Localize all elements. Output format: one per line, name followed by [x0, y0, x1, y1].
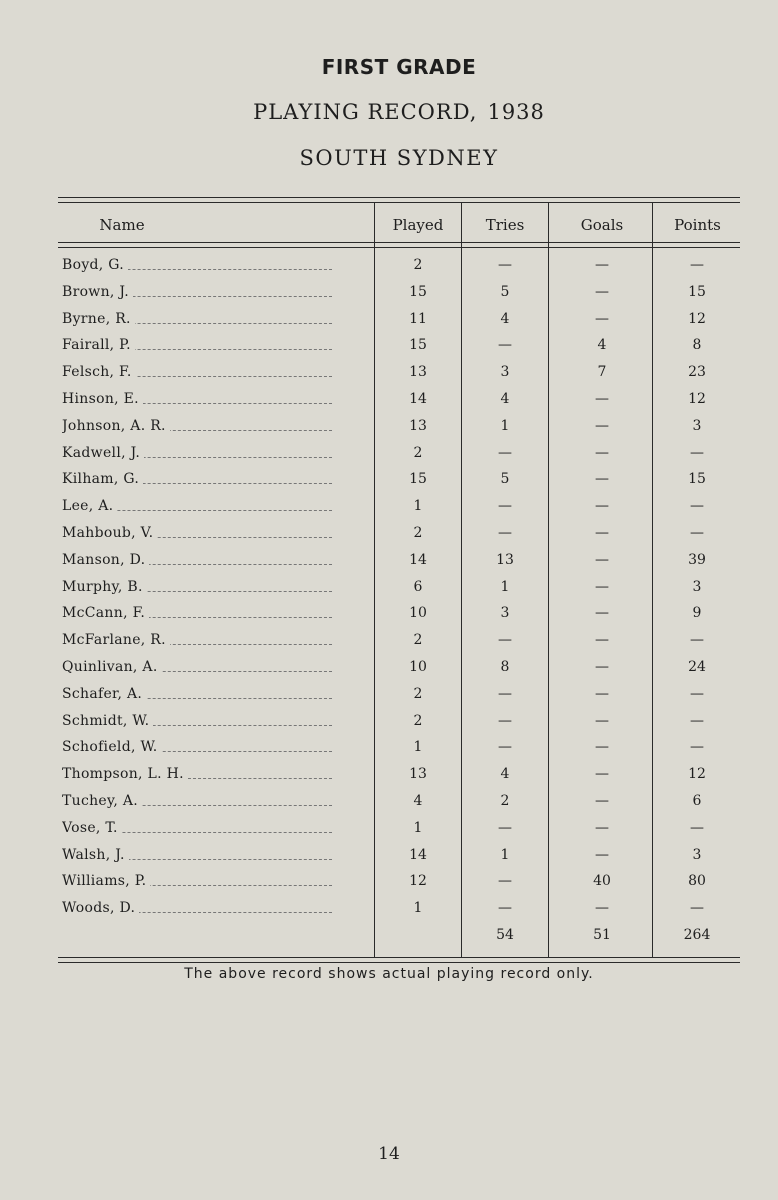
points-cell: — — [690, 498, 704, 515]
player-name-cell — [62, 386, 362, 413]
subtitle-text: PLAYING RECORD, — [253, 100, 478, 124]
played-cell: 10 — [409, 658, 427, 675]
played-cell: 1 — [413, 900, 423, 917]
table-row — [58, 708, 740, 735]
goals-cell: — — [595, 444, 609, 461]
played-cell: 11 — [409, 310, 427, 327]
table-row — [58, 413, 740, 440]
points-cell: — — [690, 900, 704, 917]
played-cell: 1 — [413, 498, 423, 515]
player-name-cell — [62, 815, 362, 842]
tries-cell: 4 — [500, 310, 510, 327]
points-cell: 3 — [692, 846, 702, 863]
table-row — [58, 681, 740, 708]
played-cell: 15 — [409, 337, 427, 354]
footnote: The above record shows actual playing record only. — [184, 966, 594, 982]
player-name-cell — [62, 466, 362, 493]
player-name: McCann, F. — [62, 605, 149, 621]
table-top-rule — [58, 197, 740, 198]
player-name: Mahboub, V. — [62, 525, 157, 541]
player-name-cell — [62, 279, 362, 306]
points-cell: 15 — [688, 283, 706, 300]
played-cell: 13 — [409, 364, 427, 381]
player-name: Brown, J. — [62, 284, 133, 300]
played-cell: 2 — [413, 685, 423, 702]
table-row — [58, 734, 740, 761]
points-cell: — — [690, 685, 704, 702]
player-name-cell — [62, 440, 362, 467]
tries-cell: — — [498, 712, 512, 729]
column-header-goals: Goals — [580, 216, 624, 234]
played-cell: 14 — [409, 846, 427, 863]
goals-cell: — — [595, 766, 609, 783]
played-cell: 6 — [413, 578, 423, 595]
table-row — [58, 815, 740, 842]
tries-cell: — — [498, 873, 512, 890]
player-name: Byrne, R. — [62, 311, 135, 327]
total-points: 264 — [683, 927, 711, 943]
goals-cell: — — [595, 524, 609, 541]
points-cell: 12 — [688, 310, 706, 327]
player-name-cell — [62, 574, 362, 601]
tries-cell: 2 — [500, 792, 510, 809]
played-cell: 15 — [409, 471, 427, 488]
goals-cell: — — [595, 739, 609, 756]
header-bottom-rule — [58, 242, 740, 243]
tries-cell: — — [498, 524, 512, 541]
goals-cell: — — [595, 310, 609, 327]
points-cell: 3 — [692, 578, 702, 595]
played-cell: 1 — [413, 739, 423, 756]
table-row — [58, 627, 740, 654]
totals-row — [58, 922, 740, 948]
played-cell: 2 — [413, 444, 423, 461]
points-cell: — — [690, 444, 704, 461]
tries-cell: — — [498, 900, 512, 917]
tries-cell: 1 — [500, 846, 510, 863]
page-title: FIRST GRADE — [321, 55, 477, 79]
goals-cell: — — [595, 632, 609, 649]
player-name-cell — [62, 547, 362, 574]
points-cell: 6 — [692, 792, 702, 809]
column-header-played: Played — [392, 216, 444, 234]
player-name: Felsch, F. — [62, 364, 136, 380]
tries-cell: — — [498, 739, 512, 756]
player-name-cell — [62, 868, 362, 895]
team-name: SOUTH SYDNEY — [299, 146, 499, 170]
player-name: Kilham, G. — [62, 471, 143, 487]
player-name: Vose, T. — [62, 820, 122, 836]
subtitle-year: 1938 — [487, 100, 545, 124]
goals-cell: — — [595, 498, 609, 515]
played-cell: 2 — [413, 524, 423, 541]
player-name-cell — [62, 654, 362, 681]
points-cell: 8 — [692, 337, 702, 354]
goals-cell: — — [595, 605, 609, 622]
points-cell: 80 — [688, 873, 706, 890]
table-row — [58, 520, 740, 547]
player-name: Quinlivan, A. — [62, 659, 162, 675]
player-name: Hinson, E. — [62, 391, 143, 407]
points-cell: 12 — [688, 766, 706, 783]
player-name: Lee, A. — [62, 498, 117, 514]
column-header-tries: Tries — [485, 216, 525, 234]
player-name-cell — [62, 306, 362, 333]
player-name-cell — [62, 520, 362, 547]
goals-cell: — — [595, 417, 609, 434]
player-name-cell — [62, 493, 362, 520]
points-cell: 12 — [688, 390, 706, 407]
points-cell: — — [690, 257, 704, 273]
tries-cell: — — [498, 498, 512, 515]
table-row — [58, 788, 740, 815]
player-name: McFarlane, R. — [62, 632, 170, 648]
points-cell: — — [690, 712, 704, 729]
player-name: Schofield, W. — [62, 739, 161, 755]
played-cell: 15 — [409, 283, 427, 300]
points-cell: — — [690, 524, 704, 541]
played-cell: 10 — [409, 605, 427, 622]
played-cell: 14 — [409, 551, 427, 568]
player-name: Schafer, A. — [62, 686, 146, 702]
points-cell: 23 — [688, 364, 706, 381]
player-name-cell — [62, 681, 362, 708]
player-name: Manson, D. — [62, 552, 149, 568]
points-cell: 9 — [692, 605, 702, 622]
goals-cell: — — [595, 658, 609, 675]
goals-cell: — — [595, 551, 609, 568]
player-name: Williams, P. — [62, 873, 150, 889]
table-row — [58, 332, 740, 359]
table-row — [58, 895, 740, 922]
player-name: Walsh, J. — [62, 847, 129, 863]
tries-cell: 8 — [500, 658, 510, 675]
points-cell: 15 — [688, 471, 706, 488]
goals-cell: 4 — [597, 337, 607, 354]
tries-cell: — — [498, 632, 512, 649]
goals-cell: — — [595, 578, 609, 595]
tries-cell: 5 — [500, 471, 510, 488]
played-cell: 1 — [413, 819, 423, 836]
player-name: Boyd, G. — [62, 257, 128, 273]
page-number: 14 — [378, 1144, 400, 1164]
tries-cell: 13 — [496, 551, 514, 568]
playing-record-table — [58, 252, 740, 922]
tries-cell: — — [498, 819, 512, 836]
column-header-points: Points — [674, 216, 721, 234]
points-cell: 24 — [688, 658, 706, 675]
player-name: Fairall, P. — [62, 337, 135, 353]
player-name: Johnson, A. R. — [62, 418, 170, 434]
column-header-name: Name — [99, 216, 145, 234]
goals-cell: — — [595, 900, 609, 917]
points-cell: 39 — [688, 551, 706, 568]
player-name-cell — [62, 895, 362, 922]
player-name-cell — [62, 332, 362, 359]
table-row — [58, 493, 740, 520]
player-name: Murphy, B. — [62, 579, 147, 595]
table-row — [58, 466, 740, 493]
player-name-cell — [62, 761, 362, 788]
played-cell: 14 — [409, 390, 427, 407]
goals-cell: — — [595, 283, 609, 300]
table-bottom-rule — [58, 957, 740, 958]
goals-cell: — — [595, 819, 609, 836]
tries-cell: 4 — [500, 390, 510, 407]
table-row — [58, 440, 740, 467]
player-name-cell — [62, 788, 362, 815]
tries-cell: — — [498, 257, 512, 273]
player-name-cell — [62, 413, 362, 440]
points-cell: — — [690, 739, 704, 756]
played-cell: 13 — [409, 417, 427, 434]
goals-cell: 7 — [597, 364, 607, 381]
goals-cell: — — [595, 685, 609, 702]
tries-cell: 4 — [500, 766, 510, 783]
tries-cell: 3 — [500, 364, 510, 381]
table-row — [58, 761, 740, 788]
tries-cell: 1 — [500, 578, 510, 595]
played-cell: 12 — [409, 873, 427, 890]
player-name: Kadwell, J. — [62, 445, 144, 461]
table-row — [58, 359, 740, 386]
table-row — [58, 386, 740, 413]
player-name-cell — [62, 842, 362, 869]
played-cell: 2 — [413, 632, 423, 649]
goals-cell: 40 — [593, 873, 611, 890]
header-bottom-rule-inner — [58, 247, 740, 248]
goals-cell: — — [595, 712, 609, 729]
table-row — [58, 842, 740, 869]
player-name: Schmidt, W. — [62, 713, 153, 729]
table-row — [58, 600, 740, 627]
table-row — [58, 279, 740, 306]
table-row — [58, 868, 740, 895]
played-cell: 13 — [409, 766, 427, 783]
goals-cell: — — [595, 846, 609, 863]
table-bottom-rule-inner — [58, 962, 740, 963]
goals-cell: — — [595, 390, 609, 407]
total-goals: 51 — [593, 927, 611, 943]
points-cell: — — [690, 632, 704, 649]
goals-cell: — — [595, 471, 609, 488]
tries-cell: 5 — [500, 283, 510, 300]
player-name: Thompson, L. H. — [62, 766, 188, 782]
table-row — [58, 574, 740, 601]
player-name-cell — [62, 708, 362, 735]
tries-cell: — — [498, 337, 512, 354]
points-cell: — — [690, 819, 704, 836]
table-row — [58, 252, 740, 279]
played-cell: 4 — [413, 792, 423, 809]
goals-cell: — — [595, 257, 609, 273]
page-subtitle — [0, 100, 778, 124]
points-cell: 3 — [692, 417, 702, 434]
tries-cell: 1 — [500, 417, 510, 434]
player-name-cell — [62, 627, 362, 654]
player-name-cell — [62, 252, 362, 279]
player-name-cell — [62, 359, 362, 386]
player-name: Woods, D. — [62, 900, 139, 916]
player-name-cell — [62, 600, 362, 627]
tries-cell: — — [498, 685, 512, 702]
tries-cell: — — [498, 444, 512, 461]
table-row — [58, 306, 740, 333]
total-tries: 54 — [496, 927, 514, 943]
played-cell: 2 — [413, 712, 423, 729]
played-cell: 2 — [413, 257, 423, 273]
table-top-rule-inner — [58, 202, 740, 203]
player-name-cell — [62, 734, 362, 761]
player-name: Tuchey, A. — [62, 793, 142, 809]
table-row — [58, 547, 740, 574]
table-row — [58, 654, 740, 681]
tries-cell: 3 — [500, 605, 510, 622]
goals-cell: — — [595, 792, 609, 809]
